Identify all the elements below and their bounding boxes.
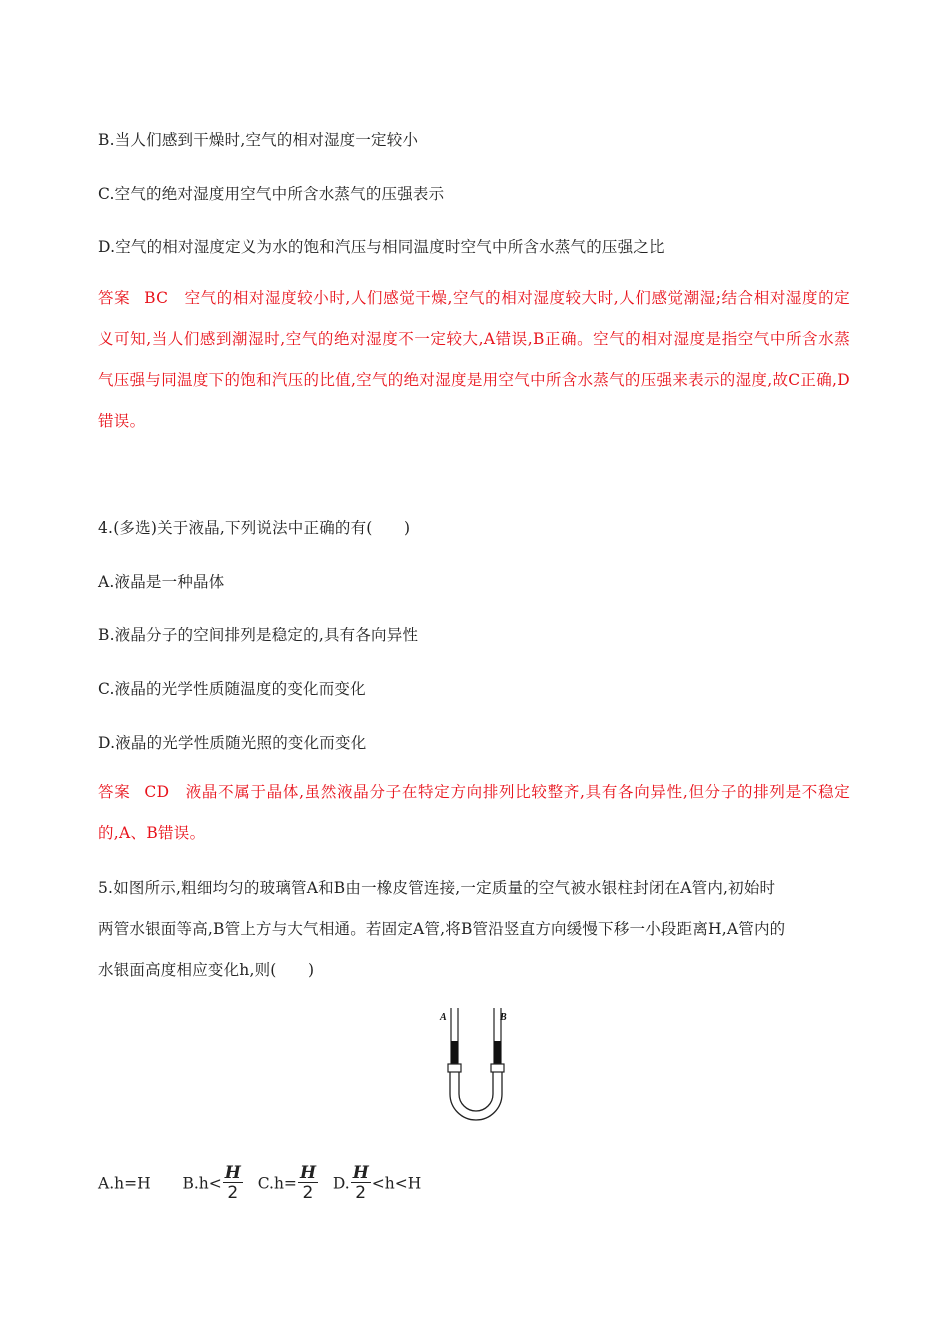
connector-b — [491, 1064, 504, 1072]
fraction-h-over-2 — [298, 1164, 318, 1203]
q5-option-b-prefix: B.h< — [182, 1174, 222, 1193]
q4-stem: 4.(多选)关于液晶,下列说法中正确的有( ) — [98, 519, 411, 537]
fraction-h-over-2 — [223, 1164, 243, 1203]
q4-option-b: B.液晶分子的空间排列是稳定的,具有各向异性 — [98, 626, 419, 644]
q5-options — [98, 1164, 421, 1203]
fraction-denominator: 2 — [355, 1183, 367, 1203]
fraction-numerator: H — [299, 1163, 316, 1183]
fraction-numerator: H — [352, 1163, 369, 1183]
q3-option-b: B.当人们感到干燥时,空气的相对湿度一定较小 — [98, 131, 419, 149]
q4-option-c: C.液晶的光学性质随温度的变化而变化 — [98, 680, 366, 698]
fraction-h-over-2 — [351, 1164, 371, 1203]
fraction-denominator: 2 — [227, 1183, 239, 1203]
rubber-hose-outer — [450, 1072, 502, 1120]
q3-option-d: D.空气的相对湿度定义为水的饱和汽压与相同温度时空气中所含水蒸气的压强之比 — [98, 238, 665, 256]
q5-stem-line1: 5.如图所示,粗细均匀的玻璃管A和B由一橡皮管连接,一定质量的空气被水银柱封闭在A管内,初始时 — [98, 879, 776, 897]
q3-answer-text: 空气的相对湿度较小时,人们感觉干燥,空气的相对湿度较大时,人们感觉潮湿;结合相对湿度的定义可知,当人们感到潮湿时,空气的绝对湿度不一定较大,A错误,B正确。空气的相对湿度是指空气中所含水蒸气压强与同温度下的饱和汽压的比值,空气的绝对湿度是用空气中所含水蒸气的压强来表示的湿度,故C正确,D错误。 — [98, 289, 850, 430]
q4-option-d: D.液晶的光学性质随光照的变化而变化 — [98, 734, 367, 752]
tube-a-label: A — [440, 1012, 447, 1023]
fraction-numerator: H — [224, 1163, 241, 1183]
q4-option-a: A.液晶是一种晶体 — [98, 573, 225, 591]
q5-stem-line3: 水银面高度相应变化h,则( ) — [98, 961, 315, 979]
q5-option-d-suffix: <h<H — [371, 1174, 422, 1193]
fraction-denominator: 2 — [302, 1183, 314, 1203]
q5-option-a: A.h=H — [98, 1174, 151, 1193]
q4-answer-key: CD — [144, 783, 170, 801]
q4-answer — [98, 772, 850, 854]
q4-answer-text: 液晶不属于晶体,虽然液晶分子在特定方向排列比较整齐,具有各向异性,但分子的排列是不稳定的,A、B错误。 — [98, 783, 851, 842]
tube-a — [451, 1008, 458, 1068]
connector-a — [448, 1064, 461, 1072]
rubber-hose-inner — [459, 1072, 493, 1111]
q5-option-c-prefix: C.h= — [257, 1174, 297, 1193]
q5-option-d-prefix: D. — [332, 1174, 350, 1193]
tube-b-label: B — [500, 1012, 507, 1023]
q3-answer-key: BC — [144, 289, 169, 307]
u-tube-figure — [436, 1008, 516, 1126]
q4-answer-label: 答案 — [98, 783, 131, 801]
q5-stem-line2: 两管水银面等高,B管上方与大气相通。若固定A管,将B管沿竖直方向缓慢下移一小段距离H,A管内的 — [98, 920, 786, 938]
q3-answer — [98, 278, 850, 442]
q3-option-c: C.空气的绝对湿度用空气中所含水蒸气的压强表示 — [98, 185, 445, 203]
q3-answer-label: 答案 — [98, 289, 131, 307]
